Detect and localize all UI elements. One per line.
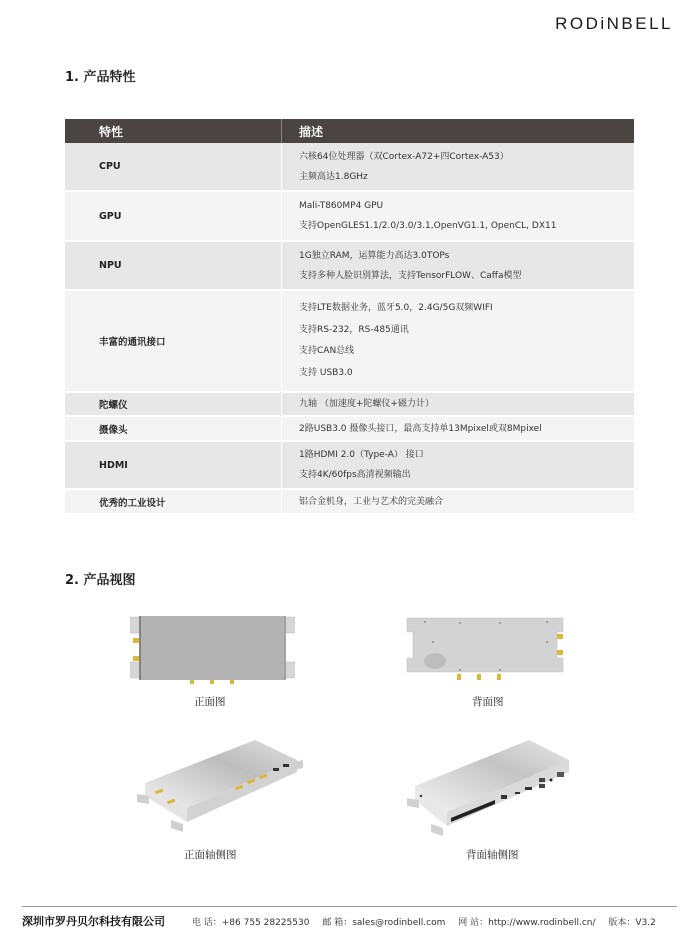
table-row-hdmi	[65, 441, 634, 489]
desc-line: 支持CAN总线	[299, 346, 355, 356]
logo-text-part2: NBELL	[606, 14, 673, 33]
description-cell	[282, 290, 635, 392]
header-description: 描述	[282, 119, 635, 143]
description-cell	[282, 489, 635, 514]
description-cell	[282, 241, 635, 290]
table-row-cpu	[65, 143, 634, 191]
footer-email[interactable]: 邮 箱：sales@rodinbell.com	[322, 918, 446, 928]
features-table	[65, 119, 634, 515]
desc-line: 1路HDMI 2.0（Type-A） 接口	[299, 450, 424, 460]
desc-line: 支持RS-232，RS-485通讯	[299, 324, 409, 335]
feature-cell: CPU	[65, 143, 282, 191]
footer-company-name: 深圳市罗丹贝尔科技有限公司	[22, 915, 165, 928]
feature-cell: 摄像头	[65, 416, 282, 441]
table-header-row	[65, 119, 634, 143]
description-cell	[282, 191, 635, 241]
caption-front: 正面图	[194, 696, 226, 708]
product-image-front	[130, 614, 295, 684]
product-image-back-isometric	[405, 738, 575, 838]
feature-cell: GPU	[65, 191, 282, 241]
footer	[22, 913, 666, 929]
section-title-views: 2. 产品视图	[65, 573, 136, 588]
footer-version: 版本：V3.2	[608, 918, 656, 928]
product-image-back	[405, 616, 565, 682]
table-row-gpu	[65, 191, 634, 241]
feature-cell: 陀螺仪	[65, 392, 282, 416]
device-back-icon	[405, 616, 565, 682]
desc-line: 支持多种人脸识别算法，支持TensorFLOW、Caffa模型	[299, 270, 522, 281]
feature-cell: 丰富的通讯接口	[65, 290, 282, 392]
description-cell	[282, 392, 635, 416]
desc-line: 1G独立RAM，运算能力高达3.0TOPs	[299, 250, 450, 261]
footer-website[interactable]: 网 站：http://www.rodinbell.cn/	[458, 918, 596, 928]
caption-back-isometric: 背面轴侧图	[466, 849, 519, 861]
table-row-design	[65, 489, 634, 514]
device-back-isometric-icon	[405, 738, 575, 838]
desc-line: 支持LTE数据业务，蓝牙5.0，2.4G/5G双频WIFI	[299, 303, 493, 313]
section-title-features: 1. 产品特性	[65, 70, 136, 85]
product-image-front-isometric	[135, 738, 305, 838]
header-feature: 特性	[65, 119, 282, 143]
desc-line: Mali-T860MP4 GPU	[299, 201, 384, 211]
table-row-camera	[65, 416, 634, 441]
device-front-isometric-icon	[135, 738, 305, 838]
feature-cell: HDMI	[65, 441, 282, 489]
caption-front-isometric: 正面轴侧图	[184, 849, 237, 861]
footer-divider	[22, 906, 677, 907]
logo-text-part1: RODi	[555, 14, 607, 33]
desc-line: 主频高达1.8GHz	[299, 171, 368, 182]
description-cell	[282, 441, 635, 489]
feature-cell: NPU	[65, 241, 282, 290]
caption-back: 背面图	[472, 696, 504, 708]
description-cell	[282, 416, 635, 441]
desc-line: 支持 USB3.0	[299, 367, 353, 378]
desc-line: 九轴 （加速度+陀螺仪+磁力计）	[299, 399, 434, 409]
desc-line: 2路USB3.0 摄像头接口，最高支持单13Mpixel或双8Mpixel	[299, 423, 542, 434]
desc-line: 支持4K/60fps高清视频输出	[299, 470, 411, 480]
desc-line: 六核64位处理器（双Cortex-A72+四Cortex-A53）	[299, 151, 509, 162]
desc-line: 铝合金机身，工业与艺术的完美融合	[299, 496, 444, 507]
description-cell	[282, 143, 635, 191]
desc-line: 支持OpenGLES1.1/2.0/3.0/3.1,OpenVG1.1, OpenCL, DX11	[299, 221, 557, 231]
company-logo	[555, 14, 673, 34]
table-row-gyro	[65, 392, 634, 416]
footer-phone: 电 话：+86 755 28225530	[191, 918, 310, 928]
device-front-icon	[130, 614, 295, 684]
table-row-npu	[65, 241, 634, 290]
feature-cell: 优秀的工业设计	[65, 489, 282, 514]
table-row-comm	[65, 290, 634, 392]
